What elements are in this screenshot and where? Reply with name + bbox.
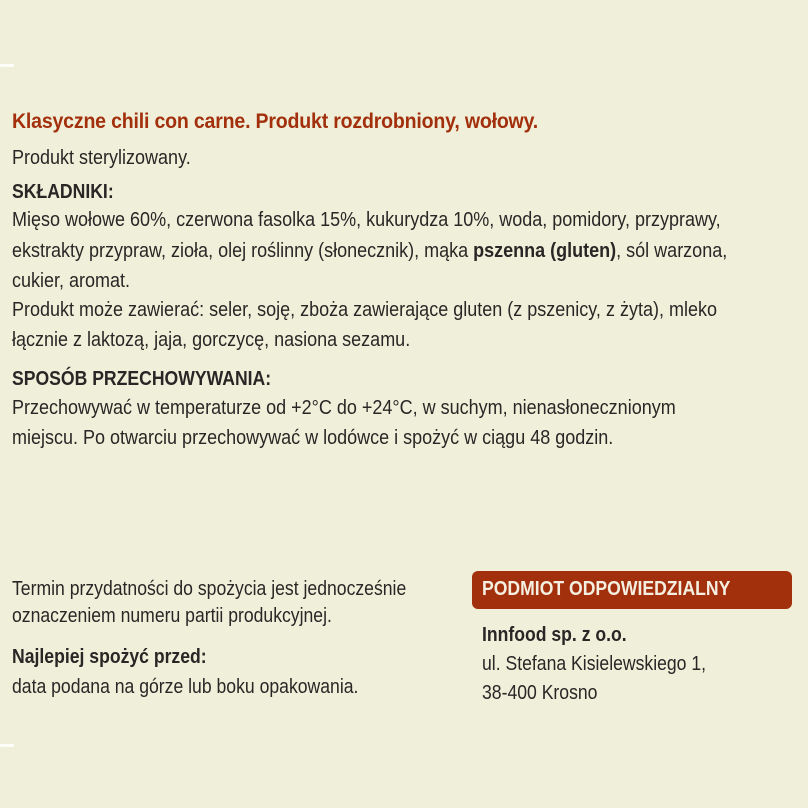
edge-mark <box>0 64 14 67</box>
ingredients-line-2-a: ekstrakty przypraw, zioła, olej roślinny (słonecznik), mąka <box>12 240 474 262</box>
allergens-line-1: Produkt może zawierać: seler, soję, zboża zawierające gluten (z pszenicy, z żyta), mleko <box>12 299 717 321</box>
storage-heading: SPOSÓB PRZECHOWYWANIA: <box>12 368 272 390</box>
ingredients-line-3: cukier, aromat. <box>12 270 131 292</box>
ingredients-line-1: Mięso wołowe 60%, czerwona fasolka 15%, kukurydza 10%, woda, pomidory, przyprawy, <box>12 209 721 231</box>
allergens-line-2: łącznie z laktozą, jaja, gorczycę, nasiona sezamu. <box>12 329 411 351</box>
best-before-text: data podana na górze lub boku opakowania. <box>12 676 359 698</box>
edge-mark <box>0 744 14 747</box>
best-before-heading: Najlepiej spożyć przed: <box>12 646 207 668</box>
responsible-banner <box>472 571 792 609</box>
allergen-gluten: pszenna (gluten) <box>473 240 617 262</box>
ingredients-line-2 <box>12 240 727 263</box>
storage-line-1: Przechowywać w temperaturze od +2°C do +24°C, w suchym, nienasłonecznionym <box>12 397 676 419</box>
expiry-line-2: oznaczeniem numeru partii produkcyjnej. <box>12 605 332 627</box>
company-city: 38-400 Krosno <box>482 682 598 704</box>
product-title: Klasyczne chili con carne. Produkt rozdrobniony, wołowy. <box>12 110 539 133</box>
expiry-line-1: Termin przydatności do spożycia jest jednocześnie <box>12 578 407 600</box>
product-subtitle: Produkt sterylizowany. <box>12 147 191 169</box>
ingredients-line-2-c: , sól warzona, <box>616 240 728 262</box>
company-name: Innfood sp. z o.o. <box>482 624 627 646</box>
storage-line-2: miejscu. Po otwarciu przechowywać w lodówce i spożyć w ciągu 48 godzin. <box>12 427 614 449</box>
ingredients-heading: SKŁADNIKI: <box>12 181 114 203</box>
responsible-heading: PODMIOT ODPOWIEDZIALNY <box>482 578 731 600</box>
company-street: ul. Stefana Kisielewskiego 1, <box>482 653 707 675</box>
